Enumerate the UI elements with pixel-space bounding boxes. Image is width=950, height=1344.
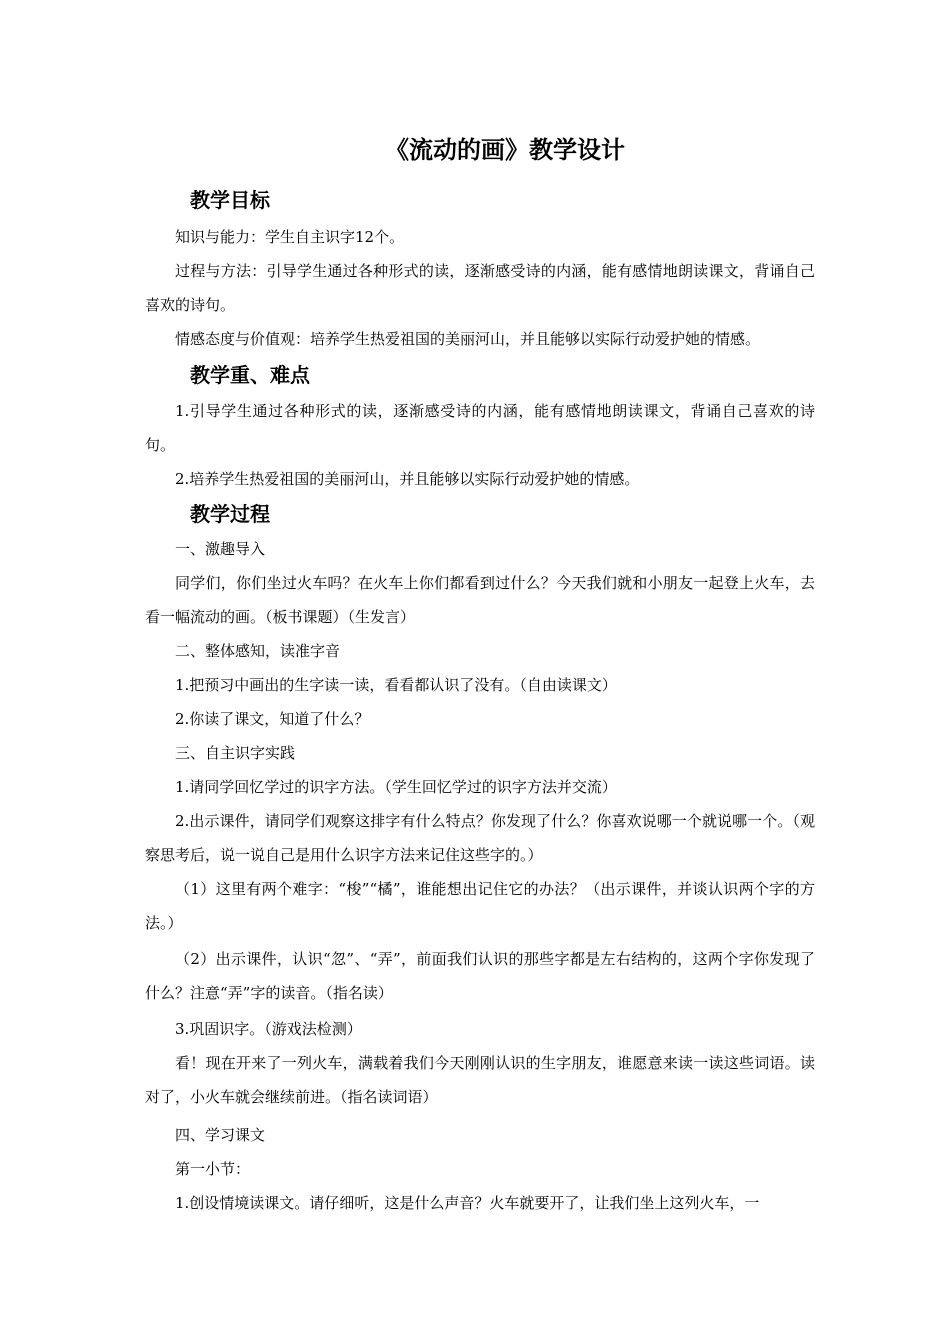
paragraph: 2.你读了课文，知道了什么？ — [175, 710, 370, 728]
paragraph: 1.创设情境读课文。请仔细听，这是什么声音？火车就要开了，让我们坐上这列火车，一 — [175, 1194, 760, 1212]
heading-key-points: 教学重、难点 — [190, 363, 310, 387]
paragraph: 知识与能力：学生自主识字12个。 — [175, 228, 405, 246]
subheading: 二、整体感知，读准字音 — [175, 642, 341, 660]
paragraph: （2）出示课件，认识“忽”、“弄”，前面我们认识的那些字都是左右结构的，这两个字你发现了什么？注意“弄”字的读音。（指名读） — [145, 950, 815, 1002]
paragraph: 看！现在开来了一列火车，满载着我们今天刚刚认识的生字朋友，谁愿意来读一读这些词语。读对了，小火车就会继续前进。（指名读词语） — [145, 1054, 815, 1106]
document-title: 《流动的画》教学设计 — [385, 135, 625, 164]
paragraph: 2.出示课件，请同学们观察这排字有什么特点？你发现了什么？你喜欢说哪一个就说哪一个。（观察思考后，说一说自己是用什么识字方法来记住这些字的。） — [145, 812, 815, 864]
paragraph: （1）这里有两个难字：“梭”“橘”，谁能想出记住它的办法？（出示课件，并谈认识两个字的方法。） — [145, 880, 815, 932]
paragraph: 1.引导学生通过各种形式的读，逐渐感受诗的内涵，能有感情地朗读课文，背诵自己喜欢的诗句。 — [145, 402, 815, 454]
paragraph: 过程与方法：引导学生通过各种形式的读，逐渐感受诗的内涵，能有感情地朗读课文，背诵自己喜欢的诗句。 — [145, 262, 815, 314]
heading-teaching-goals: 教学目标 — [190, 188, 270, 212]
paragraph: 1.把预习中画出的生字读一读，看看都认识了没有。（自由读课文） — [175, 676, 617, 694]
subheading: 四、学习课文 — [175, 1126, 266, 1144]
subheading: 一、激趣导入 — [175, 540, 266, 558]
paragraph: 同学们，你们坐过火车吗？在火车上你们都看到过什么？今天我们就和小朋友一起登上火车，去看一幅流动的画。（板书课题）（生发言） — [145, 574, 815, 626]
paragraph: 2.培养学生热爱祖国的美丽河山，并且能够以实际行动爱护她的情感。 — [175, 470, 640, 488]
subheading: 三、自主识字实践 — [175, 744, 296, 762]
heading-teaching-process: 教学过程 — [190, 502, 270, 526]
paragraph: 情感态度与价值观：培养学生热爱祖国的美丽河山，并且能够以实际行动爱护她的情感。 — [175, 330, 761, 348]
paragraph: 1.请同学回忆学过的识字方法。（学生回忆学过的识字方法并交流） — [175, 778, 617, 796]
paragraph: 3.巩固识字。（游戏法检测） — [175, 1020, 362, 1038]
paragraph: 第一小节： — [175, 1160, 251, 1178]
